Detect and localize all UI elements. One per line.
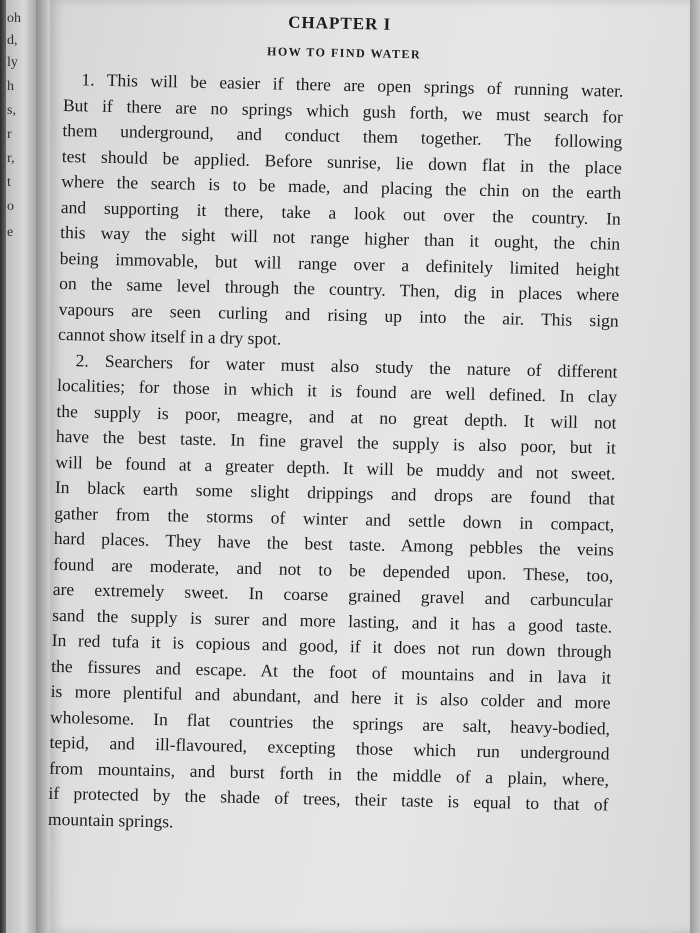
text-line: cannot show itself in a dry spot. — [57, 323, 282, 349]
text-line: sand the supply is surer and more lasting, and it has a good taste. — [52, 604, 613, 637]
left-page-fragment: h — [7, 79, 14, 94]
text-line: vapours are seen curling and rising up into the air. This sign — [58, 298, 619, 331]
left-page-fragment: o — [7, 199, 14, 214]
text-line: have the best taste. In fine gravel the supply is also poor, but it — [55, 425, 617, 458]
paragraph-1 — [58, 67, 624, 359]
left-page-fragment: ly — [7, 55, 18, 70]
left-page-fragment: e — [7, 225, 14, 240]
text-line: if protected by the shade of trees, their taste is equal to that of — [48, 782, 609, 815]
text-line: hard places. They have the best taste. Among pebbles the veins — [53, 527, 614, 560]
chapter-heading: CHAPTER I — [288, 12, 392, 34]
left-page-fragment: t — [7, 175, 11, 190]
text-line: test should be applied. Before sunrise, lie down flat in the place — [61, 145, 622, 178]
paragraph-2 — [48, 347, 618, 843]
page-edge-right — [690, 0, 700, 933]
text-line: and supporting it there, take a look out over the country. In — [60, 196, 621, 229]
text-line: mountain springs. — [47, 808, 174, 831]
text-line: tepid, and ill-flavoured, excepting those which run underground — [49, 731, 610, 764]
text-line: on the same level through the country. Then, dig in places where — [59, 272, 620, 305]
left-page-edge — [6, 0, 36, 933]
left-page-fragment: r — [7, 127, 12, 142]
text-line: But if there are no springs which gush forth, we must search for — [62, 94, 624, 127]
text-line: where the search is to be made, and placing the chin on the earth — [61, 170, 622, 203]
text-line: 2. Searchers for water must also study the nature of different — [75, 349, 618, 382]
left-page-fragment: s, — [7, 103, 16, 118]
page-text — [48, 8, 625, 844]
text-line: 1. This will be easier if there are open springs of running water. — [81, 69, 624, 101]
text-line: gather from the storms of winter and settle down in compact, — [54, 502, 615, 535]
text-line: wholesome. In flat countries the springs are salt, heavy-bodied, — [49, 706, 611, 739]
text-line: In red tufa it is copious and good, if it does not run down through — [51, 629, 612, 662]
text-line: the fissures and escape. At the foot of mountains and in lava it — [51, 655, 612, 688]
left-page-fragment: r, — [7, 151, 15, 166]
left-page-fragment: oh — [7, 11, 21, 26]
left-page-fragment: d, — [7, 33, 18, 48]
text-line: from mountains, and burst forth in the middle of a plain, where, — [48, 757, 610, 790]
text-line: being immovable, but will range over a definitely limited height — [59, 247, 620, 280]
text-line: them underground, and conduct them together. The following — [62, 119, 623, 152]
text-line: localities; for those in which it is found are well defined. In clay — [56, 374, 618, 407]
text-line: this way the sight will not range higher than it ought, the chin — [60, 221, 621, 254]
text-line: is more plentiful and abundant, and here it is also colder and more — [50, 680, 611, 713]
text-line: found are moderate, and not to be depended upon. These, too, — [53, 553, 614, 586]
text-line: the supply is poor, meagre, and at no great depth. It will not — [56, 400, 617, 433]
text-line: In black earth some slight drippings and drops are found that — [54, 476, 616, 509]
text-line: are extremely sweet. In coarse grained gravel and carbuncular — [52, 578, 613, 611]
text-line: will be found at a greater depth. It will be muddy and not sweet. — [55, 451, 616, 484]
book-page — [47, 0, 690, 933]
chapter-title: HOW TO FIND WATER — [266, 44, 422, 62]
